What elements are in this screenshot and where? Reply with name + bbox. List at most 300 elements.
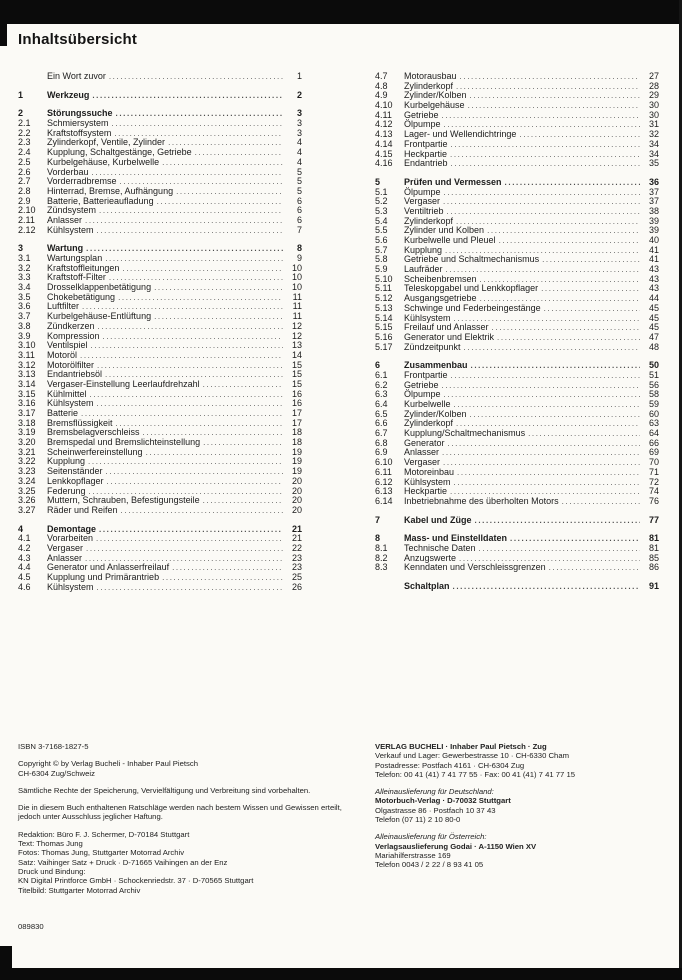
toc-entry-page: 39 bbox=[648, 215, 659, 226]
footer-line: CH-6304 Zug/Schweiz bbox=[18, 768, 95, 778]
toc-entry-label: Kühlsystem bbox=[47, 224, 94, 235]
toc-entry-label: Kraftstoffleitungen bbox=[47, 262, 120, 273]
toc-entry-label: Zündsystem bbox=[47, 205, 97, 216]
toc-entry-page: 11 bbox=[292, 291, 302, 302]
toc-entry-label: Kupplung bbox=[404, 244, 443, 255]
toc-entry-label: Ölpumpe bbox=[404, 389, 441, 400]
dot-leader bbox=[97, 583, 283, 593]
toc-entry-label: Kühlsystem bbox=[404, 312, 451, 323]
toc-entry-page: 77 bbox=[648, 514, 659, 525]
toc-entry-label: Wartung bbox=[47, 243, 84, 254]
toc-entry-page: 3 bbox=[296, 108, 302, 119]
toc-entry-page: 71 bbox=[648, 466, 659, 477]
toc-entry-label: Kabel und Züge bbox=[404, 514, 472, 525]
toc-entry-page: 91 bbox=[648, 581, 659, 591]
toc-entry-number: 3.11 bbox=[18, 349, 35, 360]
dot-leader bbox=[97, 399, 283, 409]
dot-leader bbox=[86, 544, 283, 554]
toc-entry-label: Vorarbeiten bbox=[47, 533, 94, 544]
toc-entry-number: 5.11 bbox=[375, 283, 392, 294]
dot-leader bbox=[98, 322, 283, 332]
toc-entry-label: Endantriebsöl bbox=[47, 369, 103, 380]
toc-entry-row bbox=[375, 159, 659, 169]
toc-entry-number: 5.4 bbox=[375, 215, 388, 226]
print-code: 089830 bbox=[18, 922, 44, 931]
toc-entry-page: 4 bbox=[296, 137, 302, 148]
toc-entry-number: 2.10 bbox=[18, 205, 36, 216]
toc-entry-page: 58 bbox=[648, 389, 659, 400]
toc-entry-label: Kraftstoff-Filter bbox=[47, 272, 106, 283]
dot-leader bbox=[109, 72, 283, 82]
toc-entry-number: 4.5 bbox=[18, 572, 31, 582]
dot-leader bbox=[544, 304, 640, 314]
toc-entry-page: 66 bbox=[648, 437, 659, 448]
toc-entry-page: 64 bbox=[648, 428, 659, 439]
dot-leader bbox=[162, 158, 283, 168]
toc-entry-label: Motoreinbau bbox=[404, 466, 455, 477]
toc-entry-number: 4 bbox=[18, 523, 24, 534]
toc-entry-page: 17 bbox=[291, 417, 302, 428]
toc-entry-label: Scheinwerfereinstellung bbox=[47, 446, 143, 457]
toc-entry-number: 3.10 bbox=[18, 340, 36, 351]
toc-entry-page: 15 bbox=[291, 359, 302, 370]
toc-entry-number: 3.19 bbox=[18, 427, 36, 438]
toc-entry-page: 18 bbox=[291, 437, 302, 448]
toc-entry-page: 4 bbox=[296, 156, 302, 167]
dot-leader bbox=[451, 159, 640, 169]
toc-entry-page: 10 bbox=[291, 282, 302, 293]
dot-leader bbox=[172, 563, 283, 573]
toc-entry-label: Lager- und Wellendichtringe bbox=[404, 129, 517, 140]
toc-entry-row bbox=[18, 583, 302, 593]
toc-entry-label: Kurbelgehäuse bbox=[404, 100, 465, 111]
toc-entry-page: 30 bbox=[648, 100, 659, 111]
toc-entry-number: 3.12 bbox=[18, 359, 36, 370]
footer-gap bbox=[375, 824, 664, 832]
dot-leader bbox=[453, 582, 640, 592]
toc-entry-number: 8 bbox=[375, 533, 381, 544]
toc-entry-number: 2.9 bbox=[18, 195, 31, 206]
toc-entry-label: Drosselklappenbetätigung bbox=[47, 282, 152, 293]
toc-entry-page: 59 bbox=[648, 399, 659, 409]
toc-column-left bbox=[18, 72, 302, 592]
toc-entry-label: Motorölfilter bbox=[47, 359, 95, 370]
toc-entry-label: Demontage bbox=[47, 523, 97, 534]
imprint-right-block bbox=[375, 742, 664, 895]
dot-leader bbox=[456, 82, 640, 92]
toc-entry-number: 3.21 bbox=[18, 446, 36, 457]
scan-edge-top bbox=[0, 0, 682, 24]
dot-leader bbox=[443, 458, 640, 468]
toc-entry-number: 6.3 bbox=[375, 389, 388, 400]
dot-leader bbox=[96, 534, 283, 544]
toc-entry-row bbox=[18, 72, 302, 82]
toc-entry-label: Prüfen und Vermessen bbox=[404, 176, 502, 187]
toc-entry-label: Störungssuche bbox=[47, 108, 113, 119]
toc-entry-page: 23 bbox=[291, 552, 302, 563]
dot-leader bbox=[464, 343, 640, 353]
toc-entry-number: 5.16 bbox=[375, 331, 393, 342]
footer-line: Die in diesem Buch enthaltenen Ratschläge werden nach bestem Wissen und Gewissen erteilt, bbox=[18, 803, 342, 813]
toc-entry-label: Vergaser-Einstellung Leerlaufdrehzahl bbox=[47, 378, 200, 389]
toc-entry-number: 6.13 bbox=[375, 486, 393, 497]
toc-entry-number: 2 bbox=[18, 108, 24, 119]
footer-line: Text: Thomas Jung bbox=[18, 839, 83, 849]
toc-entry-number: 4.13 bbox=[375, 129, 393, 140]
footer-line: Copyright © by Verlag Bucheli - Inhaber Paul Pietsch bbox=[18, 759, 199, 769]
toc-entry-number: 3.9 bbox=[18, 330, 31, 341]
toc-entry-page: 76 bbox=[648, 495, 659, 506]
toc-entry-number: 5.17 bbox=[375, 341, 393, 352]
toc-entry-page: 7 bbox=[296, 224, 302, 235]
dot-leader bbox=[86, 244, 283, 254]
dot-leader bbox=[541, 284, 640, 294]
toc-entry-number: 3.1 bbox=[18, 253, 31, 263]
toc-entry-number: 3.4 bbox=[18, 282, 31, 293]
toc-entry-page: 72 bbox=[648, 476, 659, 487]
toc-entry-label: Seitenständer bbox=[47, 466, 103, 477]
toc-entry-page: 81 bbox=[648, 533, 659, 544]
dot-leader bbox=[112, 119, 283, 129]
toc-entry-label: Ventiltrieb bbox=[404, 205, 444, 216]
dot-leader bbox=[451, 140, 640, 150]
toc-entry-page: 85 bbox=[648, 552, 659, 563]
toc-entry-page: 20 bbox=[291, 495, 302, 506]
toc-entry-label: Kurbelgehäuse-Entlüftung bbox=[47, 311, 152, 322]
toc-entry-page: 21 bbox=[291, 523, 302, 534]
toc-entry-number: 6.9 bbox=[375, 447, 388, 458]
toc-entry-number: 3.16 bbox=[18, 398, 36, 409]
footer-gap bbox=[18, 751, 348, 759]
dot-leader bbox=[116, 109, 283, 119]
dot-leader bbox=[450, 150, 640, 160]
toc-entry-number: 3.13 bbox=[18, 369, 36, 380]
toc-entry-number: 5.1 bbox=[375, 186, 388, 197]
toc-entry-row bbox=[18, 506, 302, 516]
toc-entry-page: 31 bbox=[648, 119, 659, 130]
toc-entry-page: 5 bbox=[296, 176, 302, 187]
dot-leader bbox=[107, 477, 283, 487]
toc-entry-page: 47 bbox=[648, 331, 659, 342]
toc-entry-page: 43 bbox=[648, 273, 659, 284]
toc-entry-page: 36 bbox=[648, 176, 659, 187]
dot-leader bbox=[443, 197, 640, 207]
toc-entry-label: Kompression bbox=[47, 330, 100, 341]
dot-leader bbox=[442, 448, 640, 458]
dot-leader bbox=[157, 197, 283, 207]
footer-line: Motorbuch-Verlag · D-70032 Stuttgart bbox=[375, 796, 511, 806]
toc-entry-page: 23 bbox=[291, 562, 302, 573]
toc-entry-number: 7 bbox=[375, 514, 381, 525]
toc-entry-page: 34 bbox=[648, 148, 659, 159]
dot-leader bbox=[92, 168, 283, 178]
toc-entry-number: 3.26 bbox=[18, 495, 36, 506]
dot-leader bbox=[549, 563, 640, 573]
dot-leader bbox=[457, 468, 640, 478]
dot-leader bbox=[203, 496, 283, 506]
toc-entry-number: 2.5 bbox=[18, 156, 31, 167]
toc-entry-page: 8 bbox=[296, 243, 302, 254]
toc-entry-page: 34 bbox=[648, 138, 659, 149]
toc-entry-number: 6 bbox=[375, 360, 381, 371]
footer-line: Alleinauslieferung für Deutschland: bbox=[375, 787, 494, 797]
toc-entry-label: Heckpartie bbox=[404, 486, 448, 497]
toc-entry-number: 3.23 bbox=[18, 466, 36, 477]
toc-entry-label: Kraftstoffsystem bbox=[47, 127, 112, 138]
toc-entry-page: 15 bbox=[291, 378, 302, 389]
toc-entry-page: 12 bbox=[291, 320, 302, 331]
toc-entry-page: 3 bbox=[296, 127, 302, 138]
toc-entry-number: 5.8 bbox=[375, 254, 388, 265]
footer-line: Satz: Vaihinger Satz + Druck · D-71665 Vaihingen an der Enz bbox=[18, 857, 228, 867]
dot-leader bbox=[154, 312, 283, 322]
dot-leader bbox=[442, 381, 640, 391]
toc-entry-number: 8.3 bbox=[375, 562, 388, 573]
toc-entry-page: 28 bbox=[648, 80, 659, 91]
toc-entry-label: Chokebetätigung bbox=[47, 291, 116, 302]
toc-entry-number: 2.3 bbox=[18, 137, 31, 148]
footer-line: Mariahilferstrasse 169 bbox=[375, 850, 451, 860]
toc-entry-label: Kühlsystem bbox=[404, 476, 451, 487]
footer-line: Redaktion: Büro F. J. Schermer, D-70184 Stuttgart bbox=[18, 829, 190, 839]
toc-entry-number: 5.15 bbox=[375, 322, 393, 333]
footer-line: Verkauf und Lager: Gewerbestrasse 10 · CH-6330 Cham bbox=[375, 751, 569, 761]
toc-entry-number: 5.5 bbox=[375, 225, 388, 236]
toc-entry-number: 3.24 bbox=[18, 475, 36, 486]
toc-entry-number: 4.9 bbox=[375, 90, 388, 101]
toc-entry-page: 16 bbox=[291, 398, 302, 409]
toc-entry-label: Mass- und Einstelldaten bbox=[404, 533, 508, 544]
toc-entry-number: 3.14 bbox=[18, 378, 36, 389]
toc-entry-number: 6.10 bbox=[375, 457, 393, 468]
toc-entry-number: 3.18 bbox=[18, 417, 36, 428]
toc-entry-row bbox=[375, 343, 659, 353]
dot-leader bbox=[146, 448, 283, 458]
dot-leader bbox=[497, 333, 640, 343]
toc-entry-page: 10 bbox=[291, 272, 302, 283]
toc-entry-page: 50 bbox=[648, 360, 659, 371]
toc-entry-label: Zylinderkopf, Ventile, Zylinder bbox=[47, 137, 166, 148]
footer-line: Postadresse: Postfach 4161 · CH-6304 Zug bbox=[375, 760, 525, 770]
toc-entry-number: 5.10 bbox=[375, 273, 393, 284]
toc-entry-label: Zylinderkopf bbox=[404, 418, 454, 429]
footer-line: Druck und Bindung: bbox=[18, 866, 86, 876]
toc-entry-page: 5 bbox=[296, 166, 302, 177]
toc-entry-page: 63 bbox=[648, 418, 659, 429]
toc-entry-page: 43 bbox=[648, 264, 659, 275]
toc-entry-label: Ausgangsgetriebe bbox=[404, 293, 477, 304]
toc-entry-page: 11 bbox=[292, 311, 302, 322]
toc-entry-page: 9 bbox=[296, 253, 302, 263]
toc-entry-number: 5.14 bbox=[375, 312, 393, 323]
dot-leader bbox=[203, 380, 283, 390]
toc-entry-page: 40 bbox=[648, 235, 659, 245]
toc-entry-label: Zündzeitpunkt bbox=[404, 341, 461, 352]
toc-entry-number: 3 bbox=[18, 243, 24, 254]
dot-leader bbox=[116, 419, 283, 429]
toc-entry-label: Lenkkopflager bbox=[47, 475, 104, 486]
toc-entry-label: Ölpumpe bbox=[404, 119, 441, 130]
toc-entry-label: Zusammenbau bbox=[404, 360, 468, 371]
toc-entry-page: 45 bbox=[648, 302, 659, 313]
toc-entry-page: 20 bbox=[291, 475, 302, 486]
toc-entry-number: 2.7 bbox=[18, 176, 31, 187]
toc-entry-label: Zylinder/Kolben bbox=[404, 90, 467, 101]
imprint bbox=[18, 742, 664, 895]
toc-entry-number: 4.3 bbox=[18, 552, 31, 563]
toc-entry-label: Kühlmittel bbox=[47, 388, 87, 399]
toc-entry-number: 3.7 bbox=[18, 311, 31, 322]
toc-entry-row bbox=[18, 226, 302, 236]
toc-entry-label: Ölpumpe bbox=[404, 186, 441, 197]
toc-entry-label: Kurbelgehäuse, Kurbelwelle bbox=[47, 156, 160, 167]
toc-entry-label: Anlasser bbox=[404, 447, 440, 458]
dot-leader bbox=[460, 72, 640, 82]
toc-entry-number: 6.5 bbox=[375, 408, 388, 419]
toc-entry-page: 4 bbox=[296, 147, 302, 158]
toc-entry-page: 15 bbox=[291, 369, 302, 380]
toc-entry-label: Kurbelwelle und Pleuel bbox=[404, 235, 496, 245]
toc-entry-label: Bremsbelagverschleiss bbox=[47, 427, 140, 438]
toc-entry-page: 19 bbox=[291, 446, 302, 457]
toc-entry-number: 3.6 bbox=[18, 301, 31, 312]
toc-entry-page: 13 bbox=[291, 340, 302, 351]
toc-entry-label: Zylinderkopf bbox=[404, 80, 454, 91]
toc-entry-page: 41 bbox=[648, 254, 659, 265]
dot-leader bbox=[88, 457, 283, 467]
toc-entry-number: 3.22 bbox=[18, 456, 36, 467]
dot-leader bbox=[519, 130, 640, 140]
toc-entry-page: 41 bbox=[648, 244, 659, 255]
dot-leader bbox=[528, 429, 640, 439]
toc-entry-label: Batterie, Batterieaufladung bbox=[47, 195, 154, 206]
toc-entry-number: 6.11 bbox=[375, 466, 392, 477]
toc-entry-label: Anlasser bbox=[47, 214, 83, 225]
toc-entry-label: Zylinderkopf bbox=[404, 215, 454, 226]
dot-leader bbox=[176, 187, 283, 197]
toc-entry-number: 6.7 bbox=[375, 428, 388, 439]
dot-leader bbox=[454, 478, 640, 488]
toc-entry-page: 20 bbox=[291, 504, 302, 515]
dot-leader bbox=[470, 410, 640, 420]
toc-entry-number: 6.2 bbox=[375, 379, 388, 390]
toc-entry-label: Kühlsystem bbox=[47, 581, 94, 592]
toc-entry-number: 4.15 bbox=[375, 148, 393, 159]
scan-edge-bottom bbox=[0, 968, 682, 980]
toc-entry-label: Motorausbau bbox=[404, 71, 457, 81]
footer-line: Telefon (07 11) 2 10 80-0 bbox=[375, 815, 461, 825]
toc-entry-page: 60 bbox=[648, 408, 659, 419]
toc-entry-page: 19 bbox=[291, 466, 302, 477]
toc-entry-number: 2.12 bbox=[18, 224, 36, 235]
toc-entry-number: 4.12 bbox=[375, 119, 393, 130]
toc-entry-label: Schwinge und Federbeingestänge bbox=[404, 302, 541, 313]
toc-entry-page: 37 bbox=[648, 196, 659, 207]
dot-leader bbox=[121, 506, 283, 516]
dot-leader bbox=[447, 207, 640, 217]
toc-entry-number: 4.1 bbox=[18, 533, 31, 544]
toc-entry-label: Batterie bbox=[47, 408, 79, 418]
toc-entry-label: Generator und Anlasserfreilauf bbox=[47, 562, 170, 573]
toc-entry-label: Schmiersystem bbox=[47, 118, 109, 129]
toc-entry-label: Bremsflüssigkeit bbox=[47, 417, 113, 428]
toc-entry-page: 1 bbox=[296, 71, 302, 81]
toc-entry-label: Frontpartie bbox=[404, 369, 448, 380]
toc-entry-number: 6.4 bbox=[375, 399, 388, 409]
toc-entry-number: 2.8 bbox=[18, 185, 31, 196]
toc-entry-label: Kurbelwelle bbox=[404, 399, 451, 409]
dot-leader bbox=[195, 148, 283, 158]
toc-entry-page: 11 bbox=[292, 301, 302, 312]
toc-entry-label: Kupplung bbox=[47, 456, 86, 467]
toc-entry-label: Vorderbau bbox=[47, 166, 89, 177]
toc-entry-label: Muttern, Schrauben, Befestigungsteile bbox=[47, 495, 200, 506]
toc-entry-label: Generator und Elektrik bbox=[404, 331, 495, 342]
toc-entry-label: Frontpartie bbox=[404, 138, 448, 149]
toc-entry-number: 2.6 bbox=[18, 166, 31, 177]
page-title: Inhaltsübersicht bbox=[18, 31, 138, 48]
footer-line: Telefon: 00 41 (41) 7 41 77 55 · Fax: 00 41 (41) 7 41 77 15 bbox=[375, 769, 576, 779]
toc-entry-row bbox=[375, 563, 659, 573]
footer-line: Alleinauslieferung für Österreich: bbox=[375, 832, 487, 842]
toc-entry-page: 19 bbox=[291, 456, 302, 467]
toc-entry-number: 8.1 bbox=[375, 542, 388, 553]
toc-entry-row bbox=[375, 497, 659, 507]
dot-leader bbox=[92, 91, 283, 101]
footer-gap bbox=[18, 795, 348, 803]
toc-entry-page: 14 bbox=[291, 349, 302, 360]
toc-entry-page: 45 bbox=[648, 322, 659, 333]
toc-entry-page: 21 bbox=[291, 533, 302, 544]
toc-entry-number: 5.2 bbox=[375, 196, 388, 207]
scan-edge-left bbox=[0, 0, 7, 46]
toc-entry-label: Motoröl bbox=[47, 349, 78, 360]
toc-entry-page: 27 bbox=[648, 71, 659, 81]
toc-entry-page: 38 bbox=[648, 205, 659, 216]
toc-entry-label: Ventilspiel bbox=[47, 340, 88, 351]
dot-leader bbox=[99, 206, 283, 216]
toc-entry-label: Vergaser bbox=[404, 457, 441, 468]
toc-entry-page: 29 bbox=[648, 90, 659, 101]
toc-entry-number: 4.14 bbox=[375, 138, 393, 149]
toc-entry-label: Laufräder bbox=[404, 264, 443, 275]
toc-entry-page: 39 bbox=[648, 225, 659, 236]
dot-leader bbox=[203, 438, 283, 448]
dot-leader bbox=[106, 467, 283, 477]
toc-entry-number: 5.13 bbox=[375, 302, 393, 313]
toc-entry-label: Freilauf und Anlasser bbox=[404, 322, 489, 333]
toc-entry-page: 43 bbox=[648, 283, 659, 294]
dot-leader bbox=[475, 516, 641, 526]
toc-entry-label: Getriebe bbox=[404, 379, 439, 390]
dot-leader bbox=[479, 544, 640, 554]
toc-entry-label: Bremspedal und Bremslichteinstellung bbox=[47, 437, 201, 448]
toc-entry-page: 5 bbox=[296, 185, 302, 196]
toc-entry-label: Inbetriebnahme des überholten Motors bbox=[404, 495, 559, 506]
toc-entry-number: 2.11 bbox=[18, 214, 35, 225]
dot-leader bbox=[80, 351, 283, 361]
toc-entry-page: 25 bbox=[291, 572, 302, 582]
imprint-left-block bbox=[18, 742, 348, 895]
toc-entry-page: 74 bbox=[648, 486, 659, 497]
toc-entry-label: Kupplung, Schaltgestänge, Getriebe bbox=[47, 147, 192, 158]
toc-entry-page: 20 bbox=[291, 485, 302, 496]
dot-leader bbox=[444, 390, 640, 400]
toc-entry-page: 12 bbox=[291, 330, 302, 341]
toc-entry-label: Teleskopgabel und Lenkkopflager bbox=[404, 283, 539, 294]
dot-leader bbox=[510, 534, 640, 544]
toc-entry-page: 48 bbox=[648, 341, 659, 352]
